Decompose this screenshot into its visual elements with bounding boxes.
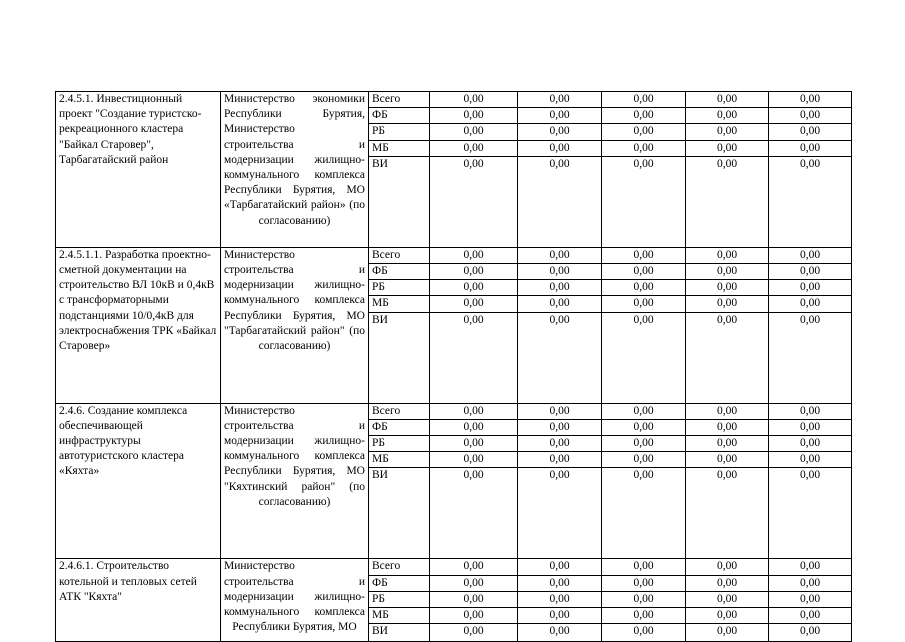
amount-cell: 0,00 [518,312,602,403]
amount-cell: 0,00 [430,108,518,124]
amount-cell: 0,00 [602,312,686,403]
funding-table [55,91,852,642]
amount-cell: 0,00 [518,591,602,607]
table-row [56,403,852,419]
measure-name-cell: 2.4.6.1. Строительство котельной и тепловых сетей АТК "Кяхта" [56,559,221,642]
amount-cell: 0,00 [518,92,602,108]
amount-cell: 0,00 [769,468,852,559]
funding-source-cell: ВИ [369,468,430,559]
amount-cell: 0,00 [430,124,518,140]
amount-cell: 0,00 [602,468,686,559]
funding-source-cell: МБ [369,296,430,312]
amount-cell: 0,00 [769,559,852,575]
amount-cell: 0,00 [686,575,769,591]
amount-cell: 0,00 [430,264,518,280]
funding-source-cell: ФБ [369,419,430,435]
funding-source-cell: РБ [369,436,430,452]
table-row [56,247,852,263]
measure-name-cell: 2.4.6. Создание комплекса обеспечивающей инфраструктуры автотуристского кластера «Кяхта» [56,403,221,559]
amount-cell: 0,00 [769,419,852,435]
executor-cell: Министерство строительства и модернизации жилищно-коммунального комплекса Республики Бурятия, МО "Кяхтинский район" (по согласованию) [221,403,369,559]
amount-cell: 0,00 [430,608,518,624]
amount-cell: 0,00 [769,124,852,140]
funding-source-cell: Всего [369,559,430,575]
funding-source-cell: РБ [369,124,430,140]
amount-cell: 0,00 [518,452,602,468]
amount-cell: 0,00 [430,436,518,452]
amount-cell: 0,00 [769,296,852,312]
amount-cell: 0,00 [602,419,686,435]
amount-cell: 0,00 [769,140,852,156]
amount-cell: 0,00 [518,156,602,247]
amount-cell: 0,00 [430,575,518,591]
funding-source-cell: ФБ [369,108,430,124]
amount-cell: 0,00 [430,591,518,607]
amount-cell: 0,00 [430,624,518,642]
amount-cell: 0,00 [686,624,769,642]
amount-cell: 0,00 [602,108,686,124]
amount-cell: 0,00 [602,247,686,263]
amount-cell: 0,00 [602,264,686,280]
amount-cell: 0,00 [769,436,852,452]
amount-cell: 0,00 [686,419,769,435]
amount-cell: 0,00 [602,452,686,468]
amount-cell: 0,00 [686,608,769,624]
amount-cell: 0,00 [769,108,852,124]
measure-name-cell: 2.4.5.1.1. Разработка проектно-сметной документации на строительство ВЛ 10кВ и 0,4кВ с трансформаторными подстанциями 10/0,4кВ для электроснабжения ТРК «Байкал Старовер» [56,247,221,403]
amount-cell: 0,00 [686,591,769,607]
amount-cell: 0,00 [518,247,602,263]
amount-cell: 0,00 [686,403,769,419]
funding-source-cell: РБ [369,280,430,296]
amount-cell: 0,00 [430,280,518,296]
amount-cell: 0,00 [518,419,602,435]
amount-cell: 0,00 [602,403,686,419]
amount-cell: 0,00 [686,156,769,247]
funding-source-cell: ФБ [369,575,430,591]
amount-cell: 0,00 [602,124,686,140]
amount-cell: 0,00 [686,264,769,280]
amount-cell: 0,00 [518,608,602,624]
amount-cell: 0,00 [686,280,769,296]
amount-cell: 0,00 [518,624,602,642]
amount-cell: 0,00 [518,264,602,280]
amount-cell: 0,00 [518,468,602,559]
amount-cell: 0,00 [518,124,602,140]
amount-cell: 0,00 [602,608,686,624]
funding-source-cell: МБ [369,608,430,624]
amount-cell: 0,00 [686,108,769,124]
amount-cell: 0,00 [430,156,518,247]
executor-cell: Министерство строительства и модернизации жилищно-коммунального комплекса Республики Бурятия, МО [221,559,369,642]
amount-cell: 0,00 [769,156,852,247]
amount-cell: 0,00 [518,296,602,312]
amount-cell: 0,00 [769,624,852,642]
amount-cell: 0,00 [430,140,518,156]
funding-source-cell: РБ [369,591,430,607]
amount-cell: 0,00 [686,452,769,468]
amount-cell: 0,00 [769,92,852,108]
amount-cell: 0,00 [769,264,852,280]
amount-cell: 0,00 [430,419,518,435]
funding-source-cell: ФБ [369,264,430,280]
amount-cell: 0,00 [602,624,686,642]
amount-cell: 0,00 [686,124,769,140]
funding-source-cell: МБ [369,140,430,156]
amount-cell: 0,00 [769,575,852,591]
amount-cell: 0,00 [769,591,852,607]
amount-cell: 0,00 [769,403,852,419]
amount-cell: 0,00 [769,280,852,296]
measure-name-cell: 2.4.5.1. Инвестиционный проект "Создание туристско-рекреационного кластера "Байкал Старовер", Тарбагатайский район [56,92,221,248]
table-row [56,559,852,575]
amount-cell: 0,00 [430,452,518,468]
amount-cell: 0,00 [430,559,518,575]
amount-cell: 0,00 [769,247,852,263]
amount-cell: 0,00 [602,92,686,108]
amount-cell: 0,00 [602,296,686,312]
amount-cell: 0,00 [430,403,518,419]
amount-cell: 0,00 [602,280,686,296]
funding-source-cell: Всего [369,247,430,263]
funding-source-cell: ВИ [369,312,430,403]
amount-cell: 0,00 [686,92,769,108]
amount-cell: 0,00 [518,403,602,419]
executor-cell: Министерство экономики Республики Бурятия, Министерство строительства и модернизации жилищно-коммунального комплекса Республики Бурятия, МО «Тарбагатайский район» (по согласованию) [221,92,369,248]
amount-cell: 0,00 [686,312,769,403]
amount-cell: 0,00 [686,140,769,156]
amount-cell: 0,00 [686,296,769,312]
amount-cell: 0,00 [769,312,852,403]
amount-cell: 0,00 [686,559,769,575]
amount-cell: 0,00 [518,559,602,575]
amount-cell: 0,00 [602,559,686,575]
amount-cell: 0,00 [602,591,686,607]
amount-cell: 0,00 [602,436,686,452]
amount-cell: 0,00 [430,296,518,312]
amount-cell: 0,00 [430,312,518,403]
funding-source-cell: Всего [369,92,430,108]
funding-source-cell: МБ [369,452,430,468]
funding-table-body [56,92,852,642]
amount-cell: 0,00 [518,140,602,156]
executor-cell: Министерство строительства и модернизации жилищно-коммунального комплекса Республики Бурятия, МО "Тарбагатайский район" (по согласованию) [221,247,369,403]
funding-source-cell: Всего [369,403,430,419]
amount-cell: 0,00 [430,247,518,263]
amount-cell: 0,00 [518,436,602,452]
amount-cell: 0,00 [602,156,686,247]
table-row [56,92,852,108]
amount-cell: 0,00 [518,575,602,591]
amount-cell: 0,00 [686,468,769,559]
amount-cell: 0,00 [769,452,852,468]
amount-cell: 0,00 [686,436,769,452]
funding-source-cell: ВИ [369,156,430,247]
amount-cell: 0,00 [430,92,518,108]
amount-cell: 0,00 [518,280,602,296]
amount-cell: 0,00 [602,140,686,156]
amount-cell: 0,00 [769,608,852,624]
amount-cell: 0,00 [430,468,518,559]
amount-cell: 0,00 [602,575,686,591]
amount-cell: 0,00 [686,247,769,263]
funding-source-cell: ВИ [369,624,430,642]
amount-cell: 0,00 [518,108,602,124]
